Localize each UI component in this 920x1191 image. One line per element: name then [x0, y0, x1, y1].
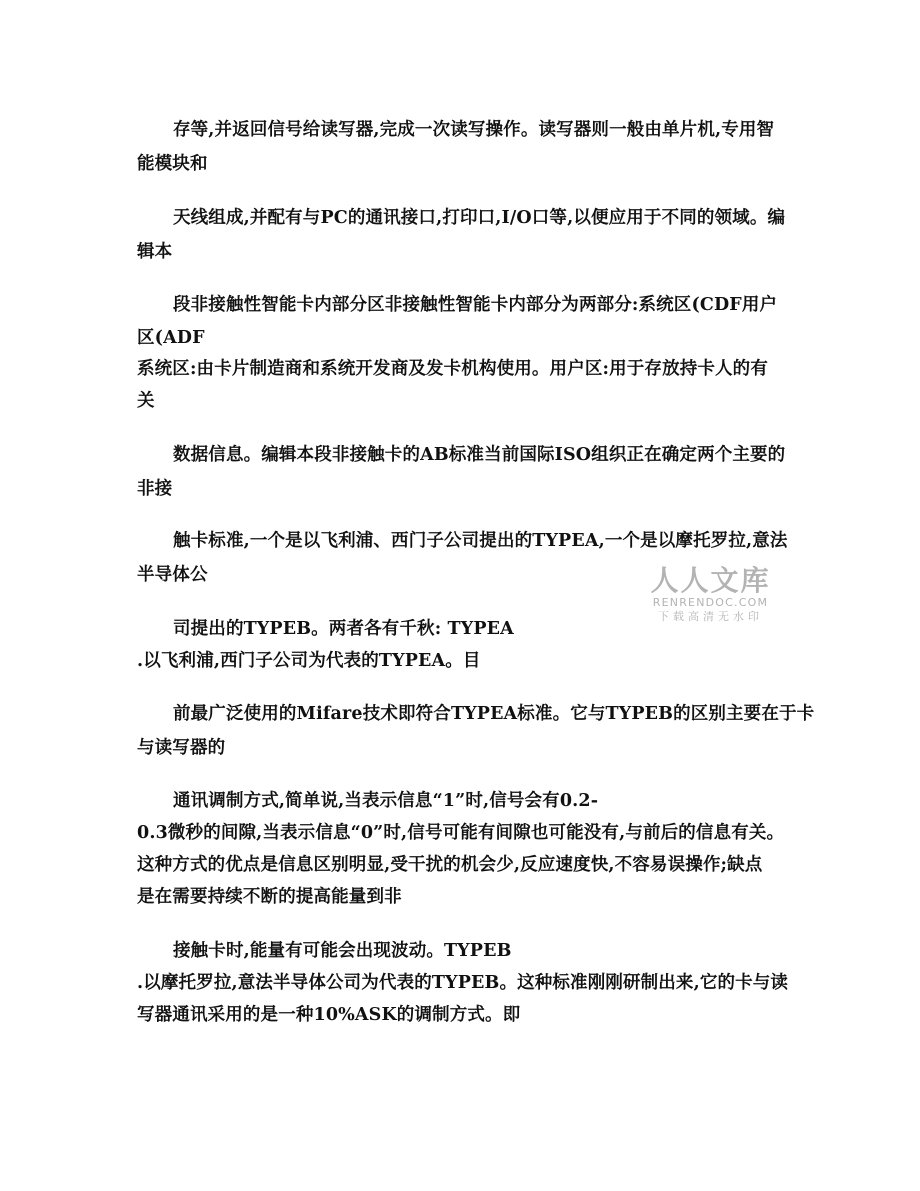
- text-line: 区(ADF: [137, 328, 205, 348]
- watermark-site: RENRENDOC.COM: [652, 596, 769, 609]
- text-line: 段非接触性智能卡内部分区非接触性智能卡内部分为两部分:系统区(CDF用户: [173, 295, 778, 315]
- text-line: 这种方式的优点是信息区别明显,受干扰的机会少,反应速度快,不容易误操作;缺点: [137, 855, 763, 875]
- text-line: 辑本: [137, 242, 173, 262]
- text-line: 写器通讯采用的是一种10%ASK的调制方式。即: [137, 1005, 521, 1025]
- text-line: 非接: [137, 479, 173, 499]
- text-line: 系统区:由卡片制造商和系统开发商及发卡机构使用。用户区:用于存放持卡人的有: [137, 359, 768, 379]
- text-line: .以飞利浦,西门子公司为代表的TYPEA。目: [137, 651, 481, 671]
- watermark-title: 人人文库: [650, 564, 771, 597]
- text-line: 0.3微秒的间隙,当表示信息“0”时,信号可能有间隙也可能没有,与前后的信息有关。: [137, 823, 785, 843]
- text-line: 能模块和: [137, 154, 208, 174]
- text-line: 存等,并返回信号给读写器,完成一次读写操作。读写器则一般由单片机,专用智: [173, 120, 775, 140]
- text-line: 是在需要持续不断的提高能量到非: [137, 887, 402, 907]
- text-line: 半导体公: [137, 565, 208, 585]
- text-line: 关: [137, 391, 155, 411]
- text-line: 天线组成,并配有与PC的通讯接口,打印口,I/O口等,以便应用于不同的领域。编: [173, 208, 786, 228]
- text-line: 数据信息。编辑本段非接触卡的AB标准当前国际ISO组织正在确定两个主要的: [173, 445, 786, 465]
- watermark: [648, 566, 773, 624]
- text-line: .以摩托罗拉,意法半导体公司为代表的TYPEB。这种标准刚刚研制出来,它的卡与读: [137, 973, 789, 993]
- text-line: 司提出的TYPEB。两者各有千秋: TYPEA: [173, 619, 514, 639]
- text-line: 通讯调制方式,简单说,当表示信息“1”时,信号会有0.2-: [173, 791, 599, 811]
- text-line: 前最广泛使用的Mifare技术即符合TYPEA标准。它与TYPEB的区别主要在于卡: [173, 704, 815, 724]
- text-line: 接触卡时,能量有可能会出现波动。TYPEB: [173, 941, 512, 961]
- watermark-subtitle: 下载高清无水印: [658, 610, 763, 623]
- text-line: 触卡标准,一个是以飞利浦、西门子公司提出的TYPEA,一个是以摩托罗拉,意法: [173, 531, 788, 551]
- text-line: 与读写器的: [137, 738, 226, 758]
